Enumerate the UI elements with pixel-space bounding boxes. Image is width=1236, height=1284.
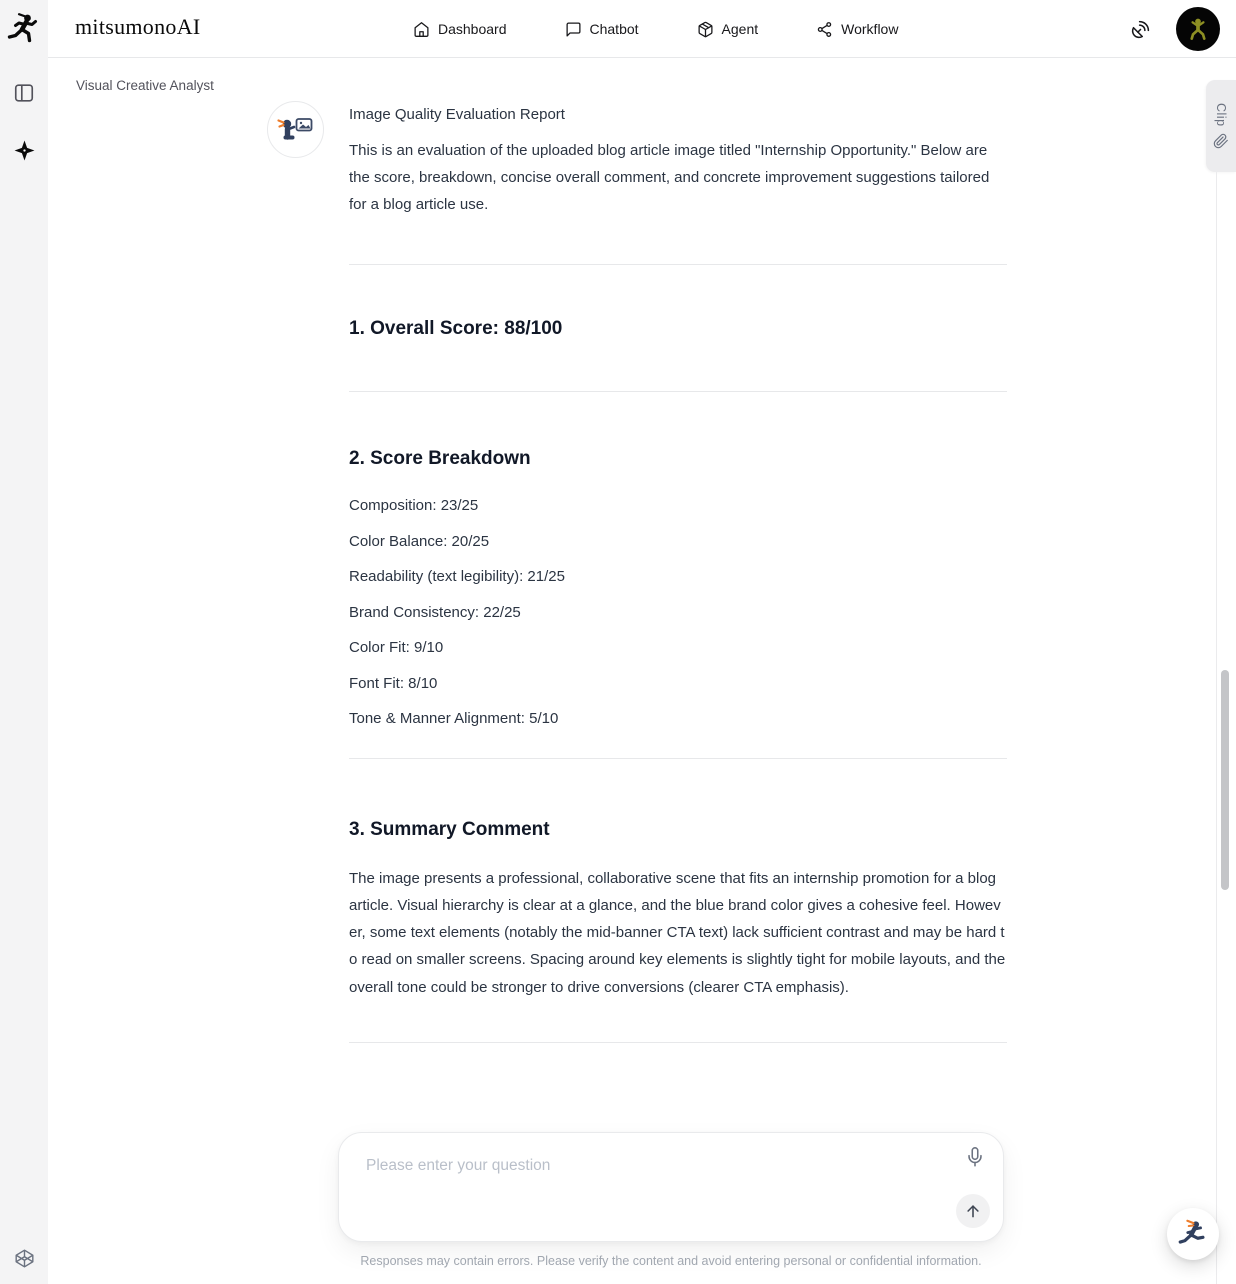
cube-outline-icon — [14, 1248, 35, 1269]
assistant-message — [349, 104, 1007, 1043]
question-input[interactable] — [339, 1133, 1003, 1241]
fab-ninja-icon — [1176, 1217, 1210, 1251]
scrollbar-thumb[interactable] — [1221, 670, 1229, 890]
workflow-icon — [816, 21, 833, 38]
brand-name: mitsumonoAI — [75, 14, 201, 39]
clip-tab[interactable] — [1206, 80, 1236, 172]
composer — [338, 1132, 1004, 1242]
score-item: Color Balance: 20/25 — [349, 532, 490, 550]
satellite-dish-icon — [1130, 19, 1151, 40]
send-button[interactable] — [956, 1194, 990, 1228]
nav-item-chatbot[interactable] — [565, 21, 639, 38]
report-title: Image Quality Evaluation Report — [349, 106, 565, 123]
ninja-image-analyst-icon — [276, 114, 316, 146]
nav-label: Chatbot — [589, 21, 639, 37]
header-right — [1130, 0, 1220, 58]
assistant-avatar — [267, 101, 324, 158]
avatar-ninja-icon — [1183, 14, 1213, 44]
chat-bubble-icon — [565, 21, 582, 38]
arrow-up-icon — [964, 1202, 982, 1220]
clip-tab-label: Clip — [1214, 102, 1228, 127]
score-item: Tone & Manner Alignment: 5/10 — [349, 710, 559, 727]
report-intro: This is an evaluation of the uploaded blog article image titled "Internship Opportunity." Below are the score, breakdown, concise overall comment, and concrete improvement suggestions tailored for a blog article use. — [349, 142, 990, 213]
nav-label: Agent — [721, 21, 759, 37]
brand-ninja-logo-icon[interactable] — [5, 7, 43, 51]
summary-heading: 3. Summary Comment — [349, 818, 550, 840]
mic-button[interactable] — [964, 1146, 986, 1168]
nav-label: Dashboard — [438, 21, 507, 37]
right-panel-divider — [1216, 172, 1217, 1284]
section-divider — [349, 264, 1007, 265]
summary-text: The image presents a professional, collaborative scene that fits an internship promotion for a blog article. Visual hierarchy is clear at a glance, and the blue brand color gives a cohesive feel. However, some text elements (notably the mid-banner CTA text) lack sufficient contrast and may be hard to read on smaller screens. Spacing around key elements is slightly tight for mobile layouts, and the overall tone could be stronger to drive conversions (clearer CTA emphasis). — [349, 869, 1006, 996]
score-breakdown-heading: 2. Score Breakdown — [349, 448, 531, 469]
top-header — [48, 0, 1236, 58]
sidebar — [0, 0, 48, 1284]
nav-item-workflow[interactable] — [816, 21, 898, 38]
sparkle-button[interactable] — [13, 139, 36, 162]
disclaimer-text: Responses may contain errors. Please verify the content and avoid entering personal or confidential information. — [360, 1254, 982, 1268]
home-icon — [413, 21, 430, 38]
agent-cube-icon — [697, 21, 714, 38]
score-item: Composition: 23/25 — [349, 497, 479, 514]
panel-toggle-button[interactable] — [13, 82, 35, 104]
cube-button[interactable] — [14, 1248, 35, 1269]
user-avatar[interactable] — [1176, 7, 1220, 51]
nav-item-dashboard[interactable] — [413, 21, 507, 38]
nav-label: Workflow — [841, 21, 899, 37]
score-item: Readability (text legibility): 21/25 — [349, 568, 565, 585]
main-nav — [413, 0, 898, 58]
section-divider — [349, 391, 1007, 392]
overall-score-heading: 1. Overall Score: 88/100 — [349, 318, 563, 339]
nav-item-agent[interactable] — [697, 21, 759, 38]
assistant-fab[interactable] — [1167, 1208, 1219, 1260]
score-item: Color Fit: 9/10 — [349, 639, 444, 656]
score-item: Font Fit: 8/10 — [349, 674, 438, 692]
mic-icon — [964, 1146, 986, 1168]
score-item: Brand Consistency: 22/25 — [349, 603, 521, 621]
voice-call-button[interactable] — [1130, 19, 1151, 40]
paperclip-icon — [1213, 133, 1229, 149]
section-divider — [349, 1042, 1007, 1043]
section-divider — [349, 758, 1007, 759]
sparkle-icon — [13, 139, 36, 162]
agent-name-label: Visual Creative Analyst — [76, 78, 214, 93]
panel-toggle-icon — [13, 82, 35, 104]
